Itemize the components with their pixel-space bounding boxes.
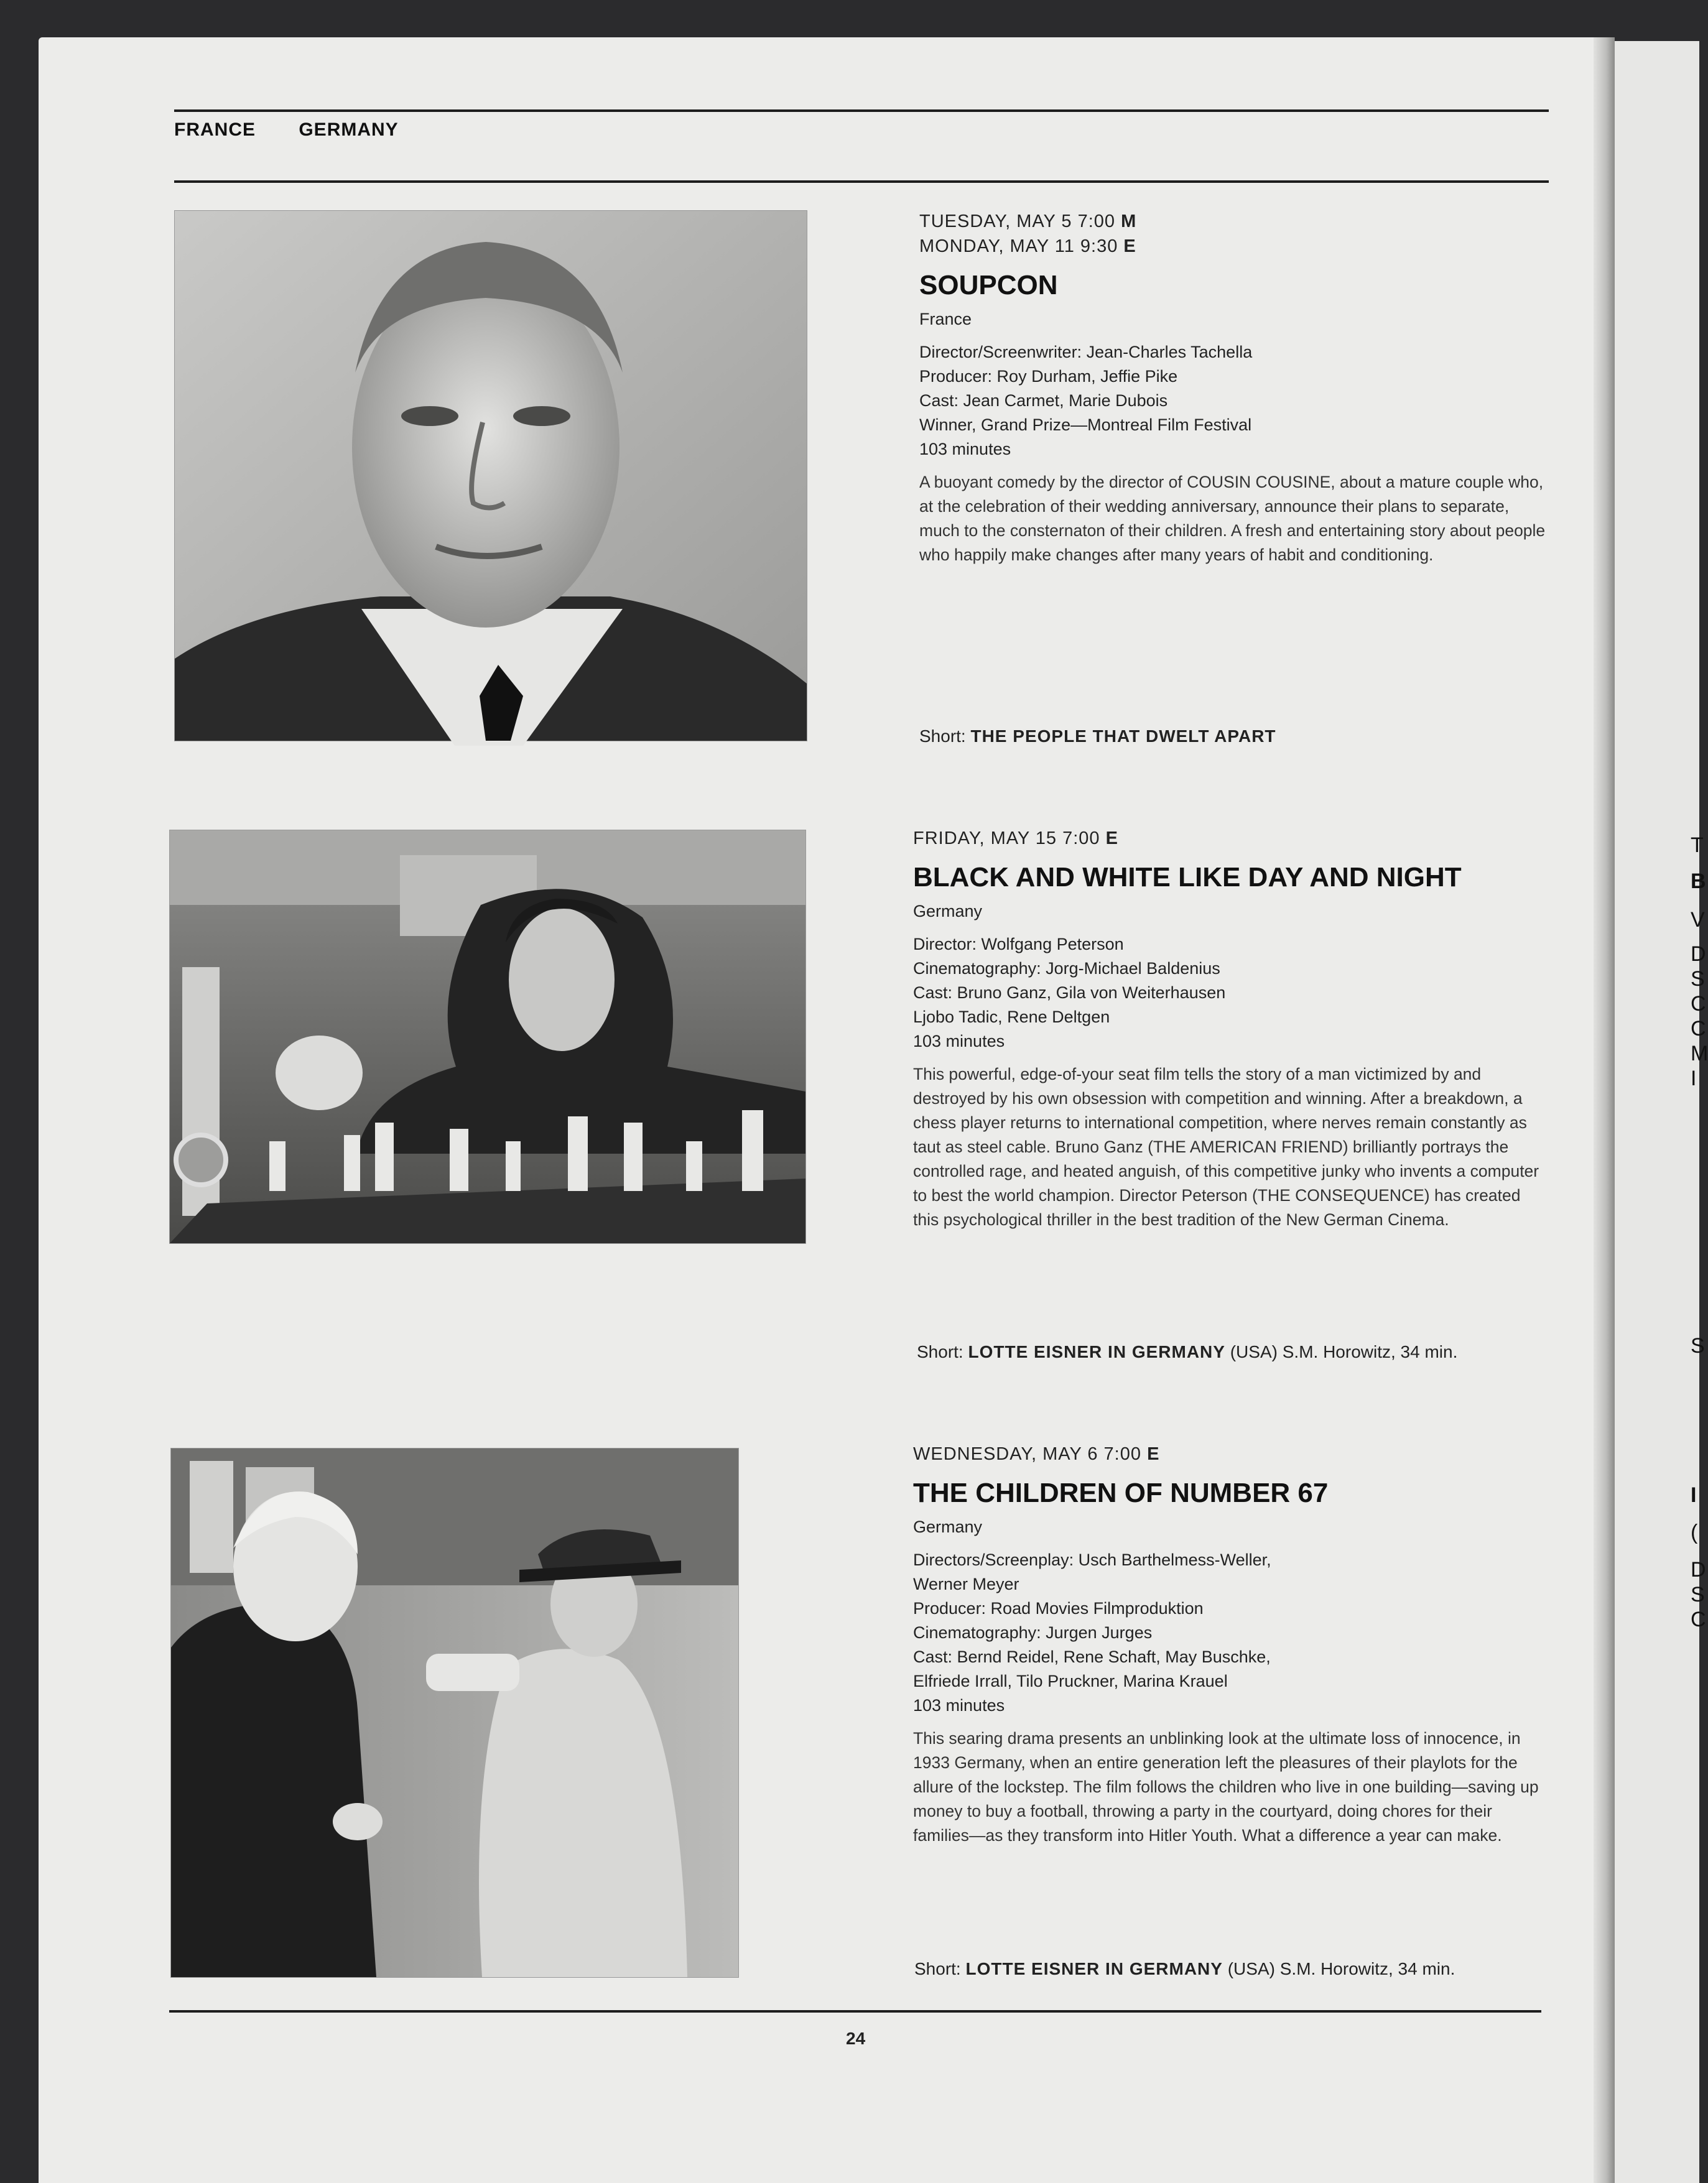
film-credit: Producer: Roy Durham, Jeffie Pike <box>919 367 1178 386</box>
adjacent-page-glyph: ( <box>1691 1521 1698 1544</box>
page-spine-shadow <box>1594 37 1615 2183</box>
film-credit: 103 minutes <box>913 1032 1005 1050</box>
film-credit: Director: Wolfgang Peterson <box>913 935 1124 953</box>
film-credit: Producer: Road Movies Filmproduktion <box>913 1599 1204 1618</box>
film-credit: Cinematography: Jorg-Michael Baldenius <box>913 959 1220 978</box>
header-bottom-rule <box>174 180 1549 183</box>
film-credit: 103 minutes <box>913 1696 1005 1715</box>
short-film-line: Short: LOTTE EISNER IN GERMANY (USA) S.M. Horowitz, 34 min. <box>917 1342 1458 1361</box>
adjacent-page-glyph: M <box>1691 1042 1708 1065</box>
adjacent-page-glyph: V <box>1691 908 1705 932</box>
header-top-rule <box>174 109 1549 112</box>
screening-dateline: MONDAY, MAY 11 9:30 E <box>919 236 1136 256</box>
film-credit: Elfriede Irrall, Tilo Pruckner, Marina Krauel <box>913 1672 1228 1690</box>
section-header <box>174 119 436 141</box>
film-credit: Ljobo Tadic, Rene Deltgen <box>913 1008 1110 1026</box>
section-label-france: FRANCE <box>174 119 256 140</box>
film-credit: Cinematography: Jurgen Jurges <box>913 1623 1153 1642</box>
film-country: Germany <box>913 1518 983 1536</box>
film-credit: Cast: Jean Carmet, Marie Dubois <box>919 391 1168 410</box>
film-listing-soupcon <box>919 209 1548 567</box>
film-country: France <box>919 310 972 328</box>
screening-dateline: TUESDAY, MAY 5 7:00 M <box>919 211 1137 231</box>
film-credit: Director/Screenwriter: Jean-Charles Tachella <box>919 343 1253 361</box>
film-listing-black-and-white <box>913 826 1549 1232</box>
film-credit: Cast: Bernd Reidel, Rene Schaft, May Buschke, <box>913 1648 1271 1666</box>
adjacent-page-glyph: C <box>1691 1608 1706 1631</box>
film-description: A buoyant comedy by the director of COUSIN COUSINE, about a mature couple who, at the celebration of their wedding anniversary, announce their plans to separate, much to the consternaton of their children. A fresh and entertaining story about people who happily make changes after many years of habit and conditioning. <box>919 473 1546 564</box>
adjacent-page-glyph: C <box>1691 1017 1706 1041</box>
short-film-line: Short: THE PEOPLE THAT DWELT APART <box>919 726 1276 746</box>
adjacent-page-glyph: D <box>1691 942 1706 966</box>
film-title: BLACK AND WHITE LIKE DAY AND NIGHT <box>913 862 1462 892</box>
adjacent-page-glyph: I <box>1691 1067 1697 1090</box>
adjacent-page-glyph: S <box>1691 967 1705 991</box>
film-still-black-and-white <box>169 830 806 1244</box>
film-still-children-of-number-67 <box>170 1448 739 1978</box>
film-title: THE CHILDREN OF NUMBER 67 <box>913 1478 1329 1508</box>
section-label-germany: GERMANY <box>299 119 399 140</box>
film-country: Germany <box>913 902 983 920</box>
film-title: SOUPCON <box>919 270 1058 300</box>
film-credit: 103 minutes <box>919 440 1011 458</box>
adjacent-page-glyph: C <box>1691 992 1706 1016</box>
adjacent-page-glyph: D <box>1691 1558 1706 1582</box>
screening-dateline: WEDNESDAY, MAY 6 7:00 E <box>913 1444 1160 1464</box>
adjacent-page-glyph: I <box>1691 1483 1697 1507</box>
adjacent-page-glyph: S <box>1691 1583 1705 1606</box>
film-credit: Werner Meyer <box>913 1575 1019 1593</box>
film-listing-children-of-number-67 <box>913 1442 1549 1848</box>
page-number: 24 <box>846 2029 866 2048</box>
adjacent-page <box>1611 41 1699 2183</box>
screening-dateline: FRIDAY, MAY 15 7:00 E <box>913 828 1118 848</box>
adjacent-page-glyph: S <box>1691 1334 1705 1358</box>
film-description: This searing drama presents an unblinking look at the ultimate loss of innocence, in 1933 Germany, when an entire generation left the pleasures of their playlots for the allure of the lockstep. The film follows the children who live in one building—saving up money to buy a football, throwing a party in the courtyard, doing chores for their families—as they transform into Hitler Youth. What a difference a year can make. <box>913 1729 1539 1845</box>
film-credit: Directors/Screenplay: Usch Barthelmess-Weller, <box>913 1550 1271 1569</box>
short-film-line: Short: LOTTE EISNER IN GERMANY (USA) S.M. Horowitz, 34 min. <box>914 1959 1455 1978</box>
adjacent-page-glyph: B <box>1691 869 1706 893</box>
film-description: This powerful, edge-of-your seat film tells the story of a man victimized by and destroyed by his own obsession with competition and winning. After a breakdown, a chess player returns to international competition, where nerves remain constantly as taut as steel cable. Bruno Ganz (THE AMERICAN FRIEND) brilliantly portrays the controlled rage, and heated anguish, of this competitive junky who invents a computer to best the world champion. Director Peterson (THE CONSEQUENCE) has created this psychological thriller in the best tradition of the New German Cinema. <box>913 1065 1539 1229</box>
adjacent-page-glyph: T <box>1691 833 1704 857</box>
film-credit: Cast: Bruno Ganz, Gila von Weiterhausen <box>913 983 1226 1002</box>
film-credit: Winner, Grand Prize—Montreal Film Festival <box>919 415 1252 434</box>
film-still-soupcon <box>174 210 807 741</box>
footer-rule <box>169 2010 1541 2013</box>
